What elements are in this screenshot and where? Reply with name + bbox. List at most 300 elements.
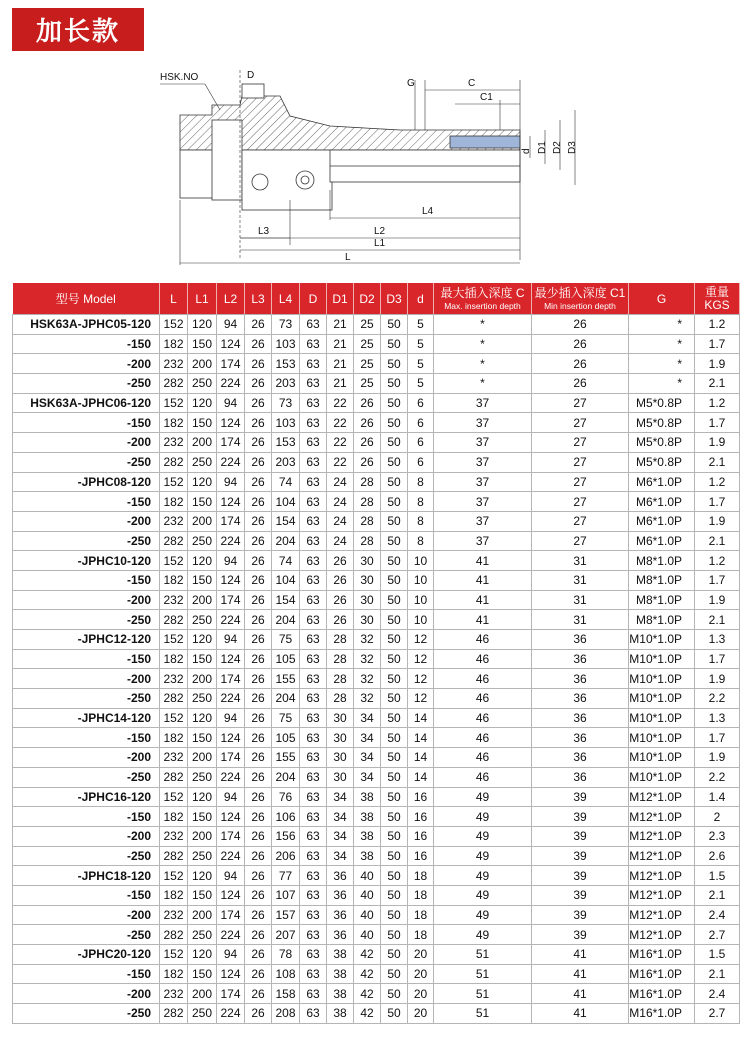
table-cell: M16*1.0P	[629, 1004, 695, 1024]
table-cell: 224	[217, 846, 245, 866]
table-row	[13, 433, 740, 453]
table-row	[13, 846, 740, 866]
table-cell: 1.5	[695, 945, 740, 965]
table-cell: 50	[381, 393, 408, 413]
table-cell: 1.5	[695, 866, 740, 886]
table-cell: 26	[245, 472, 272, 492]
table-cell: 37	[434, 472, 532, 492]
label-D1: D1	[537, 141, 548, 154]
table-cell: 200	[188, 433, 217, 453]
table-cell: 34	[354, 767, 381, 787]
table-cell: 27	[532, 511, 629, 531]
model-cell: -200	[13, 748, 160, 768]
table-cell: 120	[188, 945, 217, 965]
table-cell: 250	[188, 846, 217, 866]
table-cell: 224	[217, 1004, 245, 1024]
table-cell: 174	[217, 748, 245, 768]
table-cell: 250	[188, 531, 217, 551]
table-cell: 152	[160, 551, 188, 571]
table-cell: 2.7	[695, 925, 740, 945]
label-L4: L4	[422, 206, 434, 217]
label-C: C	[468, 78, 476, 89]
table-row	[13, 826, 740, 846]
table-cell: 2.1	[695, 610, 740, 630]
table-cell: 51	[434, 984, 532, 1004]
table-cell: 26	[245, 315, 272, 335]
table-cell: 21	[327, 374, 354, 394]
table-cell: 1.7	[695, 492, 740, 512]
table-cell: 1.9	[695, 669, 740, 689]
table-cell: 10	[408, 610, 434, 630]
table-row	[13, 551, 740, 571]
table-cell: 2.6	[695, 846, 740, 866]
table-cell: 1.4	[695, 787, 740, 807]
table-cell: 120	[188, 315, 217, 335]
model-cell: -200	[13, 984, 160, 1004]
table-cell: 152	[160, 866, 188, 886]
table-cell: 34	[354, 708, 381, 728]
table-cell: 28	[327, 689, 354, 709]
table-cell: 63	[300, 1004, 327, 1024]
table-cell: 8	[408, 472, 434, 492]
table-cell: 50	[381, 315, 408, 335]
table-cell: 250	[188, 374, 217, 394]
table-cell: 49	[434, 925, 532, 945]
table-cell: 154	[272, 590, 300, 610]
table-cell: 46	[434, 748, 532, 768]
spec-table	[12, 283, 740, 1024]
table-cell: 63	[300, 964, 327, 984]
table-cell: 182	[160, 334, 188, 354]
table-cell: 152	[160, 393, 188, 413]
table-cell: 1.3	[695, 630, 740, 650]
table-cell: 63	[300, 649, 327, 669]
table-cell: 20	[408, 945, 434, 965]
table-cell: 1.2	[695, 393, 740, 413]
table-cell: M5*0.8P	[629, 413, 695, 433]
table-cell: 24	[327, 511, 354, 531]
model-cell: -200	[13, 354, 160, 374]
table-cell: 120	[188, 393, 217, 413]
table-row	[13, 905, 740, 925]
table-cell: 224	[217, 452, 245, 472]
table-cell: 32	[354, 649, 381, 669]
table-cell: 5	[408, 334, 434, 354]
table-cell: 63	[300, 452, 327, 472]
table-cell: 250	[188, 767, 217, 787]
table-cell: 63	[300, 945, 327, 965]
table-cell: 124	[217, 885, 245, 905]
table-cell: 50	[381, 885, 408, 905]
table-cell: 75	[272, 630, 300, 650]
table-cell: 26	[532, 354, 629, 374]
col-L2: L2	[217, 283, 245, 315]
table-cell: 12	[408, 689, 434, 709]
table-cell: 232	[160, 433, 188, 453]
table-cell: 63	[300, 531, 327, 551]
table-cell: 50	[381, 452, 408, 472]
table-cell: 26	[245, 570, 272, 590]
table-cell: 51	[434, 945, 532, 965]
table-cell: 5	[408, 315, 434, 335]
table-cell: 174	[217, 354, 245, 374]
label-hsk-no: HSK.NO	[160, 72, 199, 83]
label-d: d	[521, 148, 532, 154]
table-cell: 36	[327, 885, 354, 905]
table-cell: 50	[381, 630, 408, 650]
table-cell: 150	[188, 492, 217, 512]
table-cell: 63	[300, 846, 327, 866]
table-cell: 26	[245, 787, 272, 807]
table-cell: 10	[408, 590, 434, 610]
page-title: 加长款	[12, 8, 144, 51]
table-cell: 16	[408, 846, 434, 866]
model-cell: -150	[13, 413, 160, 433]
table-cell: 50	[381, 945, 408, 965]
table-row	[13, 570, 740, 590]
table-cell: 63	[300, 689, 327, 709]
table-cell: 49	[434, 846, 532, 866]
model-cell: -250	[13, 689, 160, 709]
table-cell: 94	[217, 472, 245, 492]
table-cell: 250	[188, 1004, 217, 1024]
table-cell: 22	[327, 413, 354, 433]
table-cell: 200	[188, 511, 217, 531]
table-cell: 49	[434, 787, 532, 807]
table-row	[13, 354, 740, 374]
table-cell: 2.1	[695, 531, 740, 551]
table-cell: 63	[300, 393, 327, 413]
table-cell: *	[629, 374, 695, 394]
table-cell: 49	[434, 866, 532, 886]
table-cell: 200	[188, 669, 217, 689]
table-cell: 18	[408, 905, 434, 925]
table-row	[13, 472, 740, 492]
table-cell: 282	[160, 689, 188, 709]
table-cell: 50	[381, 570, 408, 590]
table-cell: M10*1.0P	[629, 748, 695, 768]
table-cell: 26	[327, 610, 354, 630]
table-cell: 2.2	[695, 689, 740, 709]
table-row	[13, 767, 740, 787]
table-cell: 49	[434, 807, 532, 827]
table-cell: 73	[272, 315, 300, 335]
table-cell: 26	[245, 610, 272, 630]
table-cell: 37	[434, 492, 532, 512]
table-row	[13, 452, 740, 472]
table-cell: 26	[245, 452, 272, 472]
table-cell: 30	[354, 590, 381, 610]
table-cell: 41	[532, 964, 629, 984]
label-L2: L2	[374, 226, 386, 237]
table-cell: 124	[217, 807, 245, 827]
table-cell: 39	[532, 826, 629, 846]
table-cell: 1.2	[695, 315, 740, 335]
table-cell: 10	[408, 570, 434, 590]
table-cell: M10*1.0P	[629, 728, 695, 748]
table-cell: 50	[381, 846, 408, 866]
table-cell: 26	[245, 767, 272, 787]
table-row	[13, 964, 740, 984]
table-cell: 120	[188, 472, 217, 492]
table-cell: 20	[408, 964, 434, 984]
table-cell: 2	[695, 807, 740, 827]
table-cell: *	[629, 334, 695, 354]
table-cell: 16	[408, 787, 434, 807]
table-cell: 16	[408, 826, 434, 846]
table-row	[13, 885, 740, 905]
table-cell: 50	[381, 708, 408, 728]
table-cell: 30	[354, 570, 381, 590]
table-cell: 26	[245, 925, 272, 945]
table-cell: 50	[381, 905, 408, 925]
col-G: G	[629, 283, 695, 315]
table-cell: 28	[354, 511, 381, 531]
table-cell: 2.1	[695, 452, 740, 472]
table-cell: 27	[532, 393, 629, 413]
model-cell: -150	[13, 885, 160, 905]
table-cell: 63	[300, 334, 327, 354]
table-cell: 46	[434, 630, 532, 650]
table-cell: 36	[532, 767, 629, 787]
table-cell: 39	[532, 807, 629, 827]
table-row	[13, 748, 740, 768]
table-cell: 120	[188, 787, 217, 807]
col-model: 型号 Model	[13, 283, 160, 315]
table-cell: 63	[300, 669, 327, 689]
table-cell: 36	[532, 669, 629, 689]
table-cell: 32	[354, 630, 381, 650]
table-row	[13, 531, 740, 551]
table-cell: *	[434, 354, 532, 374]
table-cell: M10*1.0P	[629, 767, 695, 787]
table-cell: 41	[532, 1004, 629, 1024]
table-cell: M16*1.0P	[629, 964, 695, 984]
table-cell: 27	[532, 531, 629, 551]
label-C1: C1	[480, 92, 493, 103]
table-cell: M6*1.0P	[629, 492, 695, 512]
label-D3: D3	[567, 141, 578, 154]
table-cell: 26	[245, 728, 272, 748]
col-D2: D2	[354, 283, 381, 315]
table-cell: 36	[327, 905, 354, 925]
table-cell: 37	[434, 531, 532, 551]
table-row	[13, 866, 740, 886]
table-cell: 232	[160, 511, 188, 531]
table-cell: 49	[434, 826, 532, 846]
table-cell: 36	[532, 649, 629, 669]
table-cell: 76	[272, 787, 300, 807]
table-cell: 14	[408, 708, 434, 728]
table-cell: 8	[408, 511, 434, 531]
table-cell: M12*1.0P	[629, 905, 695, 925]
table-cell: 124	[217, 492, 245, 512]
table-cell: 152	[160, 315, 188, 335]
table-cell: 1.9	[695, 354, 740, 374]
table-cell: 63	[300, 590, 327, 610]
table-cell: 63	[300, 413, 327, 433]
table-cell: 182	[160, 413, 188, 433]
table-cell: 22	[327, 433, 354, 453]
table-row	[13, 689, 740, 709]
table-cell: 24	[327, 492, 354, 512]
label-L1: L1	[374, 238, 386, 249]
table-cell: 200	[188, 748, 217, 768]
table-cell: 50	[381, 354, 408, 374]
table-cell: 20	[408, 984, 434, 1004]
table-cell: 77	[272, 866, 300, 886]
table-cell: *	[434, 315, 532, 335]
table-row	[13, 984, 740, 1004]
table-cell: 200	[188, 984, 217, 1004]
table-cell: 27	[532, 452, 629, 472]
table-cell: 34	[327, 846, 354, 866]
table-cell: 224	[217, 531, 245, 551]
table-cell: 24	[327, 531, 354, 551]
table-cell: 50	[381, 866, 408, 886]
table-cell: 5	[408, 354, 434, 374]
col-min-depth-sub: Min insertion depth	[544, 300, 616, 311]
table-cell: 28	[354, 472, 381, 492]
table-cell: 18	[408, 866, 434, 886]
table-cell: 174	[217, 511, 245, 531]
table-cell: 22	[327, 393, 354, 413]
table-row	[13, 945, 740, 965]
col-L1: L1	[188, 283, 217, 315]
table-cell: 26	[354, 433, 381, 453]
table-cell: 124	[217, 649, 245, 669]
model-cell: -150	[13, 964, 160, 984]
table-cell: 152	[160, 472, 188, 492]
table-cell: 124	[217, 728, 245, 748]
table-cell: *	[434, 374, 532, 394]
table-cell: 50	[381, 826, 408, 846]
table-cell: 50	[381, 649, 408, 669]
table-cell: 41	[532, 984, 629, 1004]
table-cell: 63	[300, 885, 327, 905]
col-max-depth-sub: Max. insertion depth	[444, 300, 521, 311]
table-cell: 38	[327, 945, 354, 965]
table-cell: 30	[354, 610, 381, 630]
model-cell: -JPHC10-120	[13, 551, 160, 571]
table-cell: 75	[272, 708, 300, 728]
model-cell: -JPHC20-120	[13, 945, 160, 965]
table-cell: 34	[354, 728, 381, 748]
table-cell: M12*1.0P	[629, 866, 695, 886]
table-cell: 25	[354, 334, 381, 354]
table-cell: 12	[408, 630, 434, 650]
model-cell: -150	[13, 649, 160, 669]
table-cell: 1.7	[695, 570, 740, 590]
table-cell: 50	[381, 334, 408, 354]
table-row	[13, 708, 740, 728]
table-cell: 38	[327, 964, 354, 984]
table-cell: 282	[160, 846, 188, 866]
table-cell: 26	[245, 708, 272, 728]
table-row	[13, 669, 740, 689]
table-cell: 26	[245, 846, 272, 866]
table-cell: 232	[160, 905, 188, 925]
table-row	[13, 1004, 740, 1024]
table-cell: 38	[354, 807, 381, 827]
table-row	[13, 590, 740, 610]
col-weight-sub: KGS	[704, 297, 730, 312]
table-cell: 63	[300, 472, 327, 492]
table-cell: 26	[245, 807, 272, 827]
table-cell: 224	[217, 689, 245, 709]
model-cell: -150	[13, 807, 160, 827]
table-cell: 41	[532, 945, 629, 965]
table-cell: 94	[217, 708, 245, 728]
table-cell: 200	[188, 826, 217, 846]
table-cell: 36	[532, 689, 629, 709]
table-cell: 2.2	[695, 767, 740, 787]
table-cell: 49	[434, 885, 532, 905]
table-cell: *	[434, 334, 532, 354]
table-row	[13, 787, 740, 807]
table-cell: 150	[188, 964, 217, 984]
table-cell: 50	[381, 748, 408, 768]
table-row	[13, 492, 740, 512]
table-cell: 39	[532, 787, 629, 807]
table-cell: 30	[327, 748, 354, 768]
table-cell: M10*1.0P	[629, 630, 695, 650]
table-row	[13, 925, 740, 945]
table-cell: M8*1.0P	[629, 590, 695, 610]
table-cell: 50	[381, 787, 408, 807]
table-cell: 2.1	[695, 964, 740, 984]
table-cell: 1.2	[695, 472, 740, 492]
table-cell: 38	[354, 826, 381, 846]
table-cell: 12	[408, 669, 434, 689]
table-cell: 250	[188, 689, 217, 709]
table-cell: 153	[272, 433, 300, 453]
table-cell: 63	[300, 433, 327, 453]
table-cell: 150	[188, 334, 217, 354]
table-cell: 50	[381, 1004, 408, 1024]
table-cell: 232	[160, 354, 188, 374]
model-cell: -JPHC12-120	[13, 630, 160, 650]
table-cell: 224	[217, 767, 245, 787]
table-cell: 200	[188, 905, 217, 925]
table-cell: 232	[160, 748, 188, 768]
table-row	[13, 374, 740, 394]
col-weight-main: 重量	[704, 284, 729, 299]
table-cell: 120	[188, 630, 217, 650]
table-cell: M8*1.0P	[629, 570, 695, 590]
table-cell: 46	[434, 669, 532, 689]
table-cell: M6*1.0P	[629, 511, 695, 531]
table-cell: 94	[217, 630, 245, 650]
table-cell: 6	[408, 393, 434, 413]
table-cell: 232	[160, 669, 188, 689]
table-cell: 63	[300, 905, 327, 925]
table-cell: 50	[381, 413, 408, 433]
table-cell: 26	[245, 945, 272, 965]
table-cell: 6	[408, 433, 434, 453]
table-cell: 18	[408, 925, 434, 945]
table-cell: 40	[354, 905, 381, 925]
table-cell: 63	[300, 826, 327, 846]
table-cell: 107	[272, 885, 300, 905]
table-cell: 124	[217, 413, 245, 433]
table-cell: 42	[354, 1004, 381, 1024]
table-cell: M12*1.0P	[629, 885, 695, 905]
table-cell: 14	[408, 748, 434, 768]
table-cell: 204	[272, 610, 300, 630]
table-cell: 158	[272, 984, 300, 1004]
table-cell: 46	[434, 728, 532, 748]
